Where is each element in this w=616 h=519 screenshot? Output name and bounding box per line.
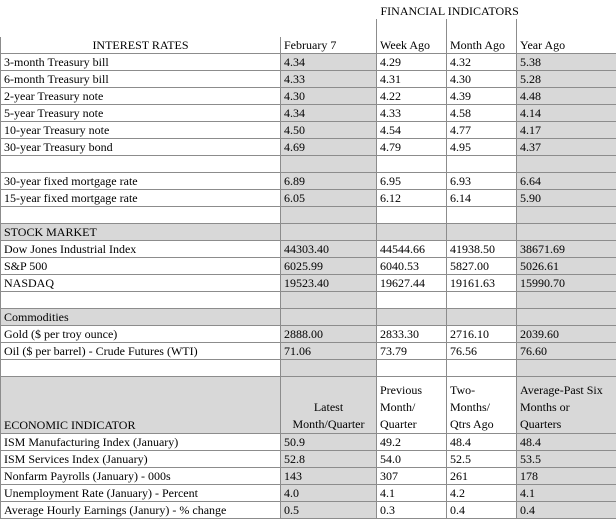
table-cell: 4.79 (377, 139, 447, 156)
econ-col-latest: Latest Month/Quarter (281, 377, 377, 434)
row-label: 30-year Treasury bond (1, 139, 281, 156)
econ-col-two-ago: Two- Months/ Qtrs Ago (447, 377, 517, 434)
interest-header-row (1, 37, 616, 54)
interest-heading: INTEREST RATES (1, 37, 281, 54)
table-cell: 4.17 (517, 122, 616, 139)
blank-row (1, 156, 616, 173)
table-cell: 0.4 (447, 502, 517, 519)
row-label: 10-year Treasury note (1, 122, 281, 139)
table-cell: 19627.44 (377, 275, 447, 292)
table-cell: 0.4 (517, 502, 616, 519)
table-cell: 49.2 (377, 434, 447, 451)
table-cell: 4.33 (281, 71, 377, 88)
table-cell: 4.54 (377, 122, 447, 139)
table-row (1, 139, 616, 156)
row-label: ISM Services Index (January) (1, 451, 281, 468)
table-cell: 5.38 (517, 54, 616, 71)
table-row (1, 122, 616, 139)
table-cell: 4.2 (447, 485, 517, 502)
spacer-row (1, 19, 616, 37)
table-cell: 4.0 (281, 485, 377, 502)
table-cell: 4.32 (447, 54, 517, 71)
economic-heading: ECONOMIC INDICATOR (1, 377, 281, 434)
table-cell: 4.50 (281, 122, 377, 139)
table-cell: 4.48 (517, 88, 616, 105)
row-label: 6-month Treasury bill (1, 71, 281, 88)
table-cell: 19161.63 (447, 275, 517, 292)
row-label: Oil ($ per barrel) - Crude Futures (WTI) (1, 343, 281, 360)
row-label: Gold ($ per troy ounce) (1, 326, 281, 343)
table-cell: 50.9 (281, 434, 377, 451)
table-cell: 307 (377, 468, 447, 485)
table-cell: 0.5 (281, 502, 377, 519)
col-header-week-ago: Week Ago (377, 37, 447, 54)
table-cell: 5.90 (517, 190, 616, 207)
table-cell: 261 (447, 468, 517, 485)
table-row (1, 241, 616, 258)
table-cell: 76.56 (447, 343, 517, 360)
table-row (1, 258, 616, 275)
table-cell: 4.31 (377, 71, 447, 88)
table-cell: 4.30 (447, 71, 517, 88)
table-cell: 178 (517, 468, 616, 485)
table-cell: 5.28 (517, 71, 616, 88)
table-row (1, 468, 616, 485)
table-row (1, 173, 616, 190)
row-label: 2-year Treasury note (1, 88, 281, 105)
table-cell: 48.4 (447, 434, 517, 451)
table-cell: 4.30 (281, 88, 377, 105)
table-cell: 4.95 (447, 139, 517, 156)
table-row (1, 485, 616, 502)
table-cell: 2833.30 (377, 326, 447, 343)
row-label: Unemployment Rate (January) - Percent (1, 485, 281, 502)
table-row (1, 54, 616, 71)
col-header-current: February 7 (281, 37, 377, 54)
table-cell: 4.33 (377, 105, 447, 122)
table-cell: 4.69 (281, 139, 377, 156)
row-label: Average Hourly Earnings (Janury) - % change (1, 502, 281, 519)
table-cell: 6.93 (447, 173, 517, 190)
table-cell: 5827.00 (447, 258, 517, 275)
table-row (1, 343, 616, 360)
row-label: 30-year fixed mortgage rate (1, 173, 281, 190)
table-cell: 19523.40 (281, 275, 377, 292)
table-cell: 4.29 (377, 54, 447, 71)
row-label: NASDAQ (1, 275, 281, 292)
table-cell: 41938.50 (447, 241, 517, 258)
table-cell: 44303.40 (281, 241, 377, 258)
stock-header-row (1, 224, 616, 241)
econ-col-previous: Previous Month/ Quarter (377, 377, 447, 434)
econ-col-average: Average-Past Six Months or Quarters (517, 377, 616, 434)
row-label: Dow Jones Industrial Index (1, 241, 281, 258)
table-cell: 73.79 (377, 343, 447, 360)
table-cell: 15990.70 (517, 275, 616, 292)
table-row (1, 71, 616, 88)
table-cell: 143 (281, 468, 377, 485)
table-cell: 76.60 (517, 343, 616, 360)
row-label: 15-year fixed mortgage rate (1, 190, 281, 207)
table-cell: 52.8 (281, 451, 377, 468)
table-cell: 0.3 (377, 502, 447, 519)
table-cell: 4.77 (447, 122, 517, 139)
table-row (1, 88, 616, 105)
blank-row (1, 207, 616, 224)
table-cell: 6.89 (281, 173, 377, 190)
page-title: FINANCIAL INDICATORS (377, 4, 519, 18)
row-label: S&P 500 (1, 258, 281, 275)
table-cell: 2716.10 (447, 326, 517, 343)
row-label: ISM Manufacturing Index (January) (1, 434, 281, 451)
commodities-heading: Commodities (1, 309, 281, 326)
table-cell: 54.0 (377, 451, 447, 468)
commodities-header-row (1, 309, 616, 326)
table-cell: 6.12 (377, 190, 447, 207)
table-row (1, 451, 616, 468)
table-cell: 4.1 (517, 485, 616, 502)
table-cell: 71.06 (281, 343, 377, 360)
table-cell: 4.22 (377, 88, 447, 105)
table-row (1, 326, 616, 343)
table-cell: 4.14 (517, 105, 616, 122)
table-row (1, 502, 616, 519)
table-cell: 4.34 (281, 105, 377, 122)
row-label: 3-month Treasury bill (1, 54, 281, 71)
table-cell: 6.05 (281, 190, 377, 207)
table-cell: 2039.60 (517, 326, 616, 343)
table-cell: 4.58 (447, 105, 517, 122)
table-cell: 6.64 (517, 173, 616, 190)
blank-row (1, 292, 616, 309)
table-cell: 5026.61 (517, 258, 616, 275)
table-cell: 6.95 (377, 173, 447, 190)
table-cell: 44544.66 (377, 241, 447, 258)
table-row (1, 105, 616, 122)
table-cell: 6040.53 (377, 258, 447, 275)
title-row (1, 0, 616, 19)
table-cell: 6025.99 (281, 258, 377, 275)
table-row (1, 275, 616, 292)
table-cell: 48.4 (517, 434, 616, 451)
table-cell: 53.5 (517, 451, 616, 468)
col-header-year-ago: Year Ago (517, 37, 616, 54)
blank-row (1, 360, 616, 377)
table-cell: 4.34 (281, 54, 377, 71)
table-cell: 6.14 (447, 190, 517, 207)
economic-header-row (1, 377, 616, 434)
table-cell: 2888.00 (281, 326, 377, 343)
table-cell: 4.39 (447, 88, 517, 105)
table-cell: 38671.69 (517, 241, 616, 258)
table-row (1, 434, 616, 451)
table-cell: 4.37 (517, 139, 616, 156)
col-header-month-ago: Month Ago (447, 37, 517, 54)
row-label: Nonfarm Payrolls (January) - 000s (1, 468, 281, 485)
table-row (1, 190, 616, 207)
table-cell: 52.5 (447, 451, 517, 468)
stock-heading: STOCK MARKET (1, 224, 281, 241)
table-cell: 4.1 (377, 485, 447, 502)
row-label: 5-year Treasury note (1, 105, 281, 122)
